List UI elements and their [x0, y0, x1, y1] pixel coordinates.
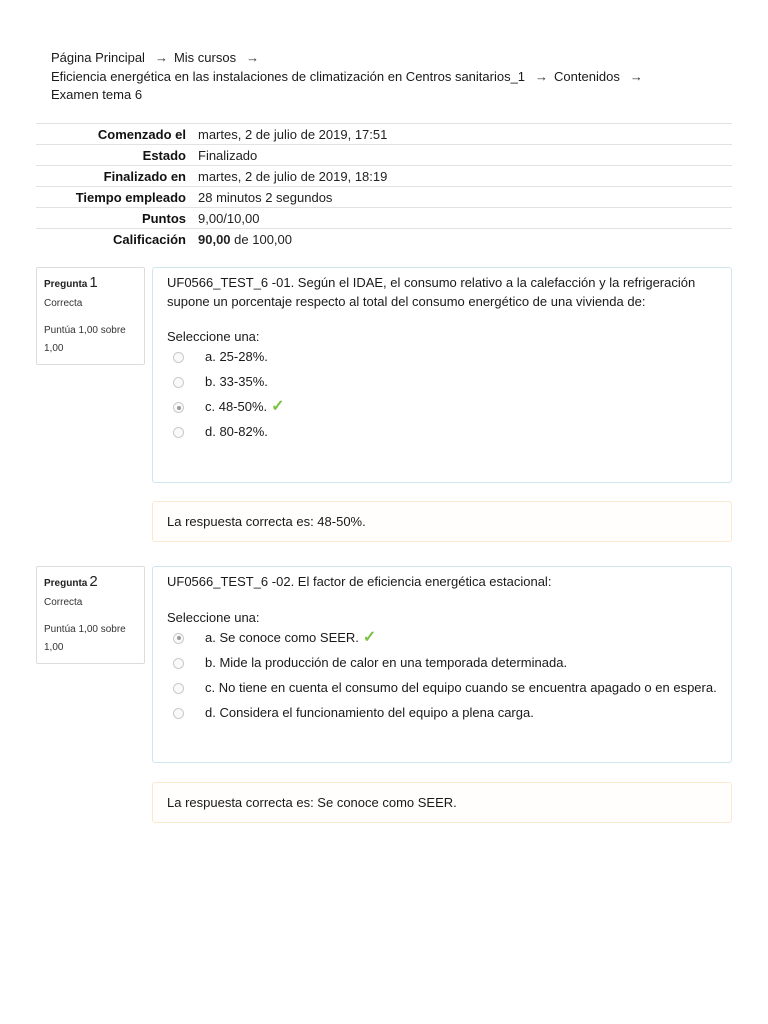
answer-prompt: Seleccione una: [167, 609, 260, 625]
radio-button-checked[interactable] [173, 402, 184, 413]
check-icon: ✓ [271, 398, 285, 415]
radio-button[interactable] [173, 427, 184, 438]
question-state: Correcta [44, 597, 83, 608]
question-grade: Puntúa 1,00 sobre 1,00 [44, 624, 126, 653]
question-text: UF0566_TEST_6 -01. Según el IDAE, el consumo relativo a la calefacción y la refrigeración supone un porcentaje respecto al total del consumo energético de una vivienda de: [167, 275, 696, 309]
summary-row-state [36, 145, 732, 166]
summary-value: martes, 2 de julio de 2019, 17:51 [198, 126, 388, 142]
summary-row-points [36, 208, 732, 229]
radio-button[interactable] [173, 708, 184, 719]
option-label: a. 25-28%. [205, 349, 268, 364]
correct-answer-feedback-1: La respuesta correcta es: 48-50%. [152, 501, 732, 542]
option-label: a. Se conoce como SEER. [205, 629, 359, 645]
radio-button[interactable] [173, 377, 184, 388]
summary-row-time [36, 187, 732, 208]
option-label: b. 33-35%. [205, 374, 268, 389]
answer-options [167, 348, 717, 448]
option-label: b. Mide la producción de calor en una temporada determinada. [205, 654, 568, 670]
attempt-summary-table [36, 123, 732, 249]
breadcrumb-exam-link[interactable]: Examen tema 6 [51, 87, 143, 102]
answer-option-selected[interactable] [167, 629, 717, 654]
breadcrumb [51, 49, 711, 105]
option-label: c. 48-50%. [205, 399, 268, 414]
option-label: c. No tiene en cuenta el consumo del equipo cuando se encuentra apagado o en espera. [205, 679, 717, 695]
answer-option[interactable] [167, 348, 717, 373]
grade-total: de 100,00 [234, 231, 293, 247]
summary-label: Puntos [141, 210, 186, 226]
summary-row-finished [36, 166, 732, 187]
summary-value: 9,00/10,00 [198, 210, 260, 226]
check-icon: ✓ [362, 628, 377, 646]
answer-option[interactable] [167, 373, 717, 398]
option-label: d. 80-82%. [205, 424, 268, 439]
question-number: 2 [89, 573, 98, 590]
answer-option[interactable] [167, 704, 717, 729]
grade-score: 90,00 [198, 231, 231, 247]
question-number: 1 [89, 274, 98, 291]
answer-prompt: Seleccione una: [167, 329, 260, 344]
summary-value [194, 229, 732, 250]
summary-value: 28 minutos 2 segundos [198, 189, 333, 205]
option-label: d. Considera el funcionamiento del equipo a plena carga. [205, 704, 534, 720]
question-state: Correcta [44, 298, 83, 309]
summary-label: Calificación [113, 231, 186, 247]
question-text: UF0566_TEST_6 -02. El factor de eficiencia energética estacional: [167, 574, 552, 589]
answer-option[interactable] [167, 423, 717, 448]
breadcrumb-home-link[interactable]: Página Principal [51, 50, 145, 65]
breadcrumb-separator: → [154, 50, 168, 65]
radio-button[interactable] [173, 352, 184, 363]
summary-label: Estado [142, 147, 186, 163]
summary-label: Finalizado en [103, 168, 186, 184]
summary-label: Tiempo empleado [75, 189, 186, 205]
question-grade: Puntúa 1,00 sobre 1,00 [44, 325, 126, 354]
summary-value: martes, 2 de julio de 2019, 18:19 [198, 168, 388, 184]
answer-option[interactable] [167, 654, 717, 679]
answer-options [167, 629, 717, 729]
breadcrumb-separator: → [629, 68, 643, 84]
radio-button[interactable] [173, 658, 184, 669]
question-info-1 [36, 267, 145, 365]
question-label: Pregunta [44, 279, 88, 290]
question-label: Pregunta [44, 578, 88, 589]
summary-row-started [36, 124, 732, 145]
radio-button-checked[interactable] [173, 633, 184, 644]
breadcrumb-separator: → [246, 50, 260, 65]
summary-label: Comenzado el [97, 126, 186, 142]
correct-answer-feedback-2: La respuesta correcta es: Se conoce como SEER. [152, 782, 732, 823]
question-formulation-2 [152, 566, 732, 763]
question-info-2 [36, 566, 145, 664]
summary-row-grade [36, 229, 732, 250]
breadcrumb-my-courses-link[interactable]: Mis cursos [173, 50, 237, 65]
breadcrumb-separator: → [535, 68, 549, 84]
radio-button[interactable] [173, 683, 184, 694]
breadcrumb-course-link[interactable]: Eficiencia energética en las instalaciones de climatización en Centros sanitarios_1 [51, 68, 526, 84]
breadcrumb-contents-link[interactable]: Contenidos [554, 68, 620, 84]
question-formulation-1 [152, 267, 732, 483]
summary-value: Finalizado [198, 147, 258, 163]
answer-option[interactable] [167, 679, 717, 704]
answer-option-selected[interactable] [167, 398, 717, 423]
